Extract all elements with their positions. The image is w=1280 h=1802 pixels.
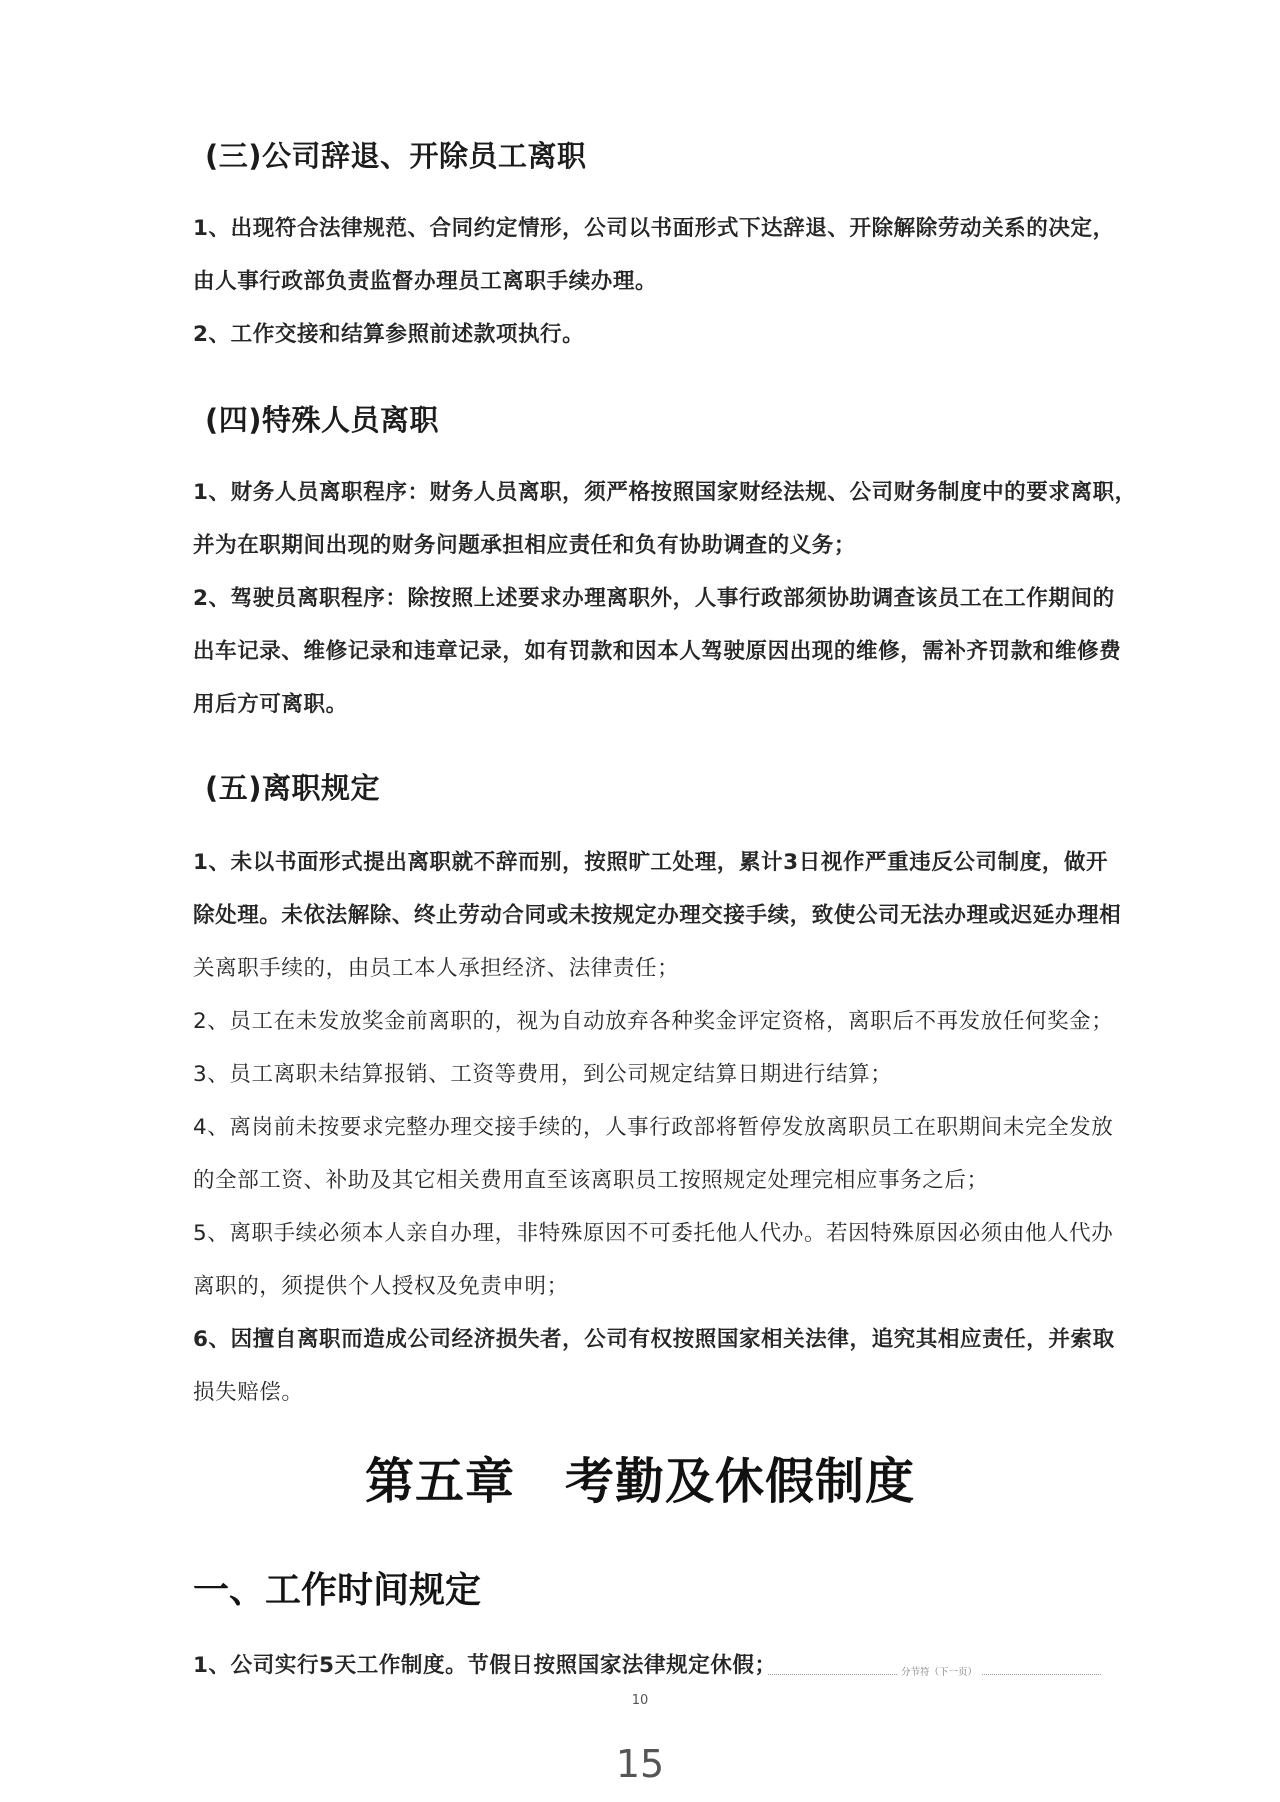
- paragraph-line: 6、因擅自离职而造成公司经济损失者，公司有权按照国家相关法律，追究其相应责任，并索取: [193, 1327, 1115, 1352]
- section-4-body: [193, 466, 1137, 731]
- paragraph-line: 损失赔偿。: [193, 1380, 304, 1405]
- section-3-heading: (三)公司辞退、开除员工离职: [205, 139, 587, 173]
- paragraph-line: 1、未以书面形式提出离职就不辞而别，按照旷工处理，累计3日视作严重违反公司制度，做开: [193, 850, 1109, 875]
- paragraph-line: 由人事行政部负责监督办理员工离职手续办理。: [193, 269, 658, 294]
- paragraph-line: 2、员工在未发放奖金前离职的，视为自动放弃各种奖金评定资格，离职后不再发放任何奖金；: [193, 1009, 1114, 1034]
- work-time-heading: 一、工作时间规定: [193, 1570, 482, 1611]
- paragraph-line: 1、财务人员离职程序：财务人员离职，须严格按照国家财经法规、公司财务制度中的要求离职，: [193, 480, 1137, 505]
- inner-page-number: 10: [631, 1693, 649, 1708]
- paragraph-line: 4、离岗前未按要求完整办理交接手续的，人事行政部将暂停发放离职员工在职期间未完全发放: [193, 1115, 1114, 1140]
- paragraph-line: 出车记录、维修记录和违章记录，如有罚款和因本人驾驶原因出现的维修，需补齐罚款和维修费: [193, 639, 1122, 664]
- chapter-title: 第五章 考勤及休假制度: [364, 1453, 915, 1510]
- section-3-body: [193, 202, 1115, 361]
- page-number: 15: [615, 1742, 665, 1786]
- section-break-label: 分节符（下一页）: [897, 1664, 981, 1678]
- paragraph-line: 关离职手续的，由员工本人承担经济、法律责任；: [193, 956, 680, 981]
- section-5-body: [193, 836, 1122, 1419]
- paragraph-line: 的全部工资、补助及其它相关费用直至该离职员工按照规定处理完相应事务之后；: [193, 1168, 989, 1193]
- paragraph-line: 1、出现符合法律规范、合同约定情形，公司以书面形式下达辞退、开除解除劳动关系的决定，: [193, 216, 1115, 241]
- paragraph-line: 2、工作交接和结算参照前述款项执行。: [193, 322, 585, 347]
- paragraph-line: 5、离职手续必须本人亲自办理，非特殊原因不可委托他人代办。若因特殊原因必须由他人代办: [193, 1221, 1114, 1246]
- work-time-line-1: 1、公司实行5天工作制度。节假日按照国家法律规定休假；: [193, 1653, 777, 1678]
- paragraph-line: 2、驾驶员离职程序：除按照上述要求办理离职外，人事行政部须协助调查该员工在工作期间的: [193, 586, 1115, 611]
- section-5-heading: (五)离职规定: [205, 771, 381, 805]
- paragraph-line: 用后方可离职。: [193, 692, 348, 717]
- paragraph-line: 离职的，须提供个人授权及免责申明；: [193, 1274, 569, 1299]
- paragraph-line: 并为在职期间出现的财务问题承担相应责任和负有协助调查的义务；: [193, 533, 857, 558]
- paragraph-line: 3、员工离职未结算报销、工资等费用，到公司规定结算日期进行结算；: [193, 1062, 893, 1087]
- section-4-heading: (四)特殊人员离职: [205, 403, 440, 437]
- paragraph-line: 除处理。未依法解除、终止劳动合同或未按规定办理交接手续，致使公司无法办理或迟延办理相: [193, 903, 1122, 928]
